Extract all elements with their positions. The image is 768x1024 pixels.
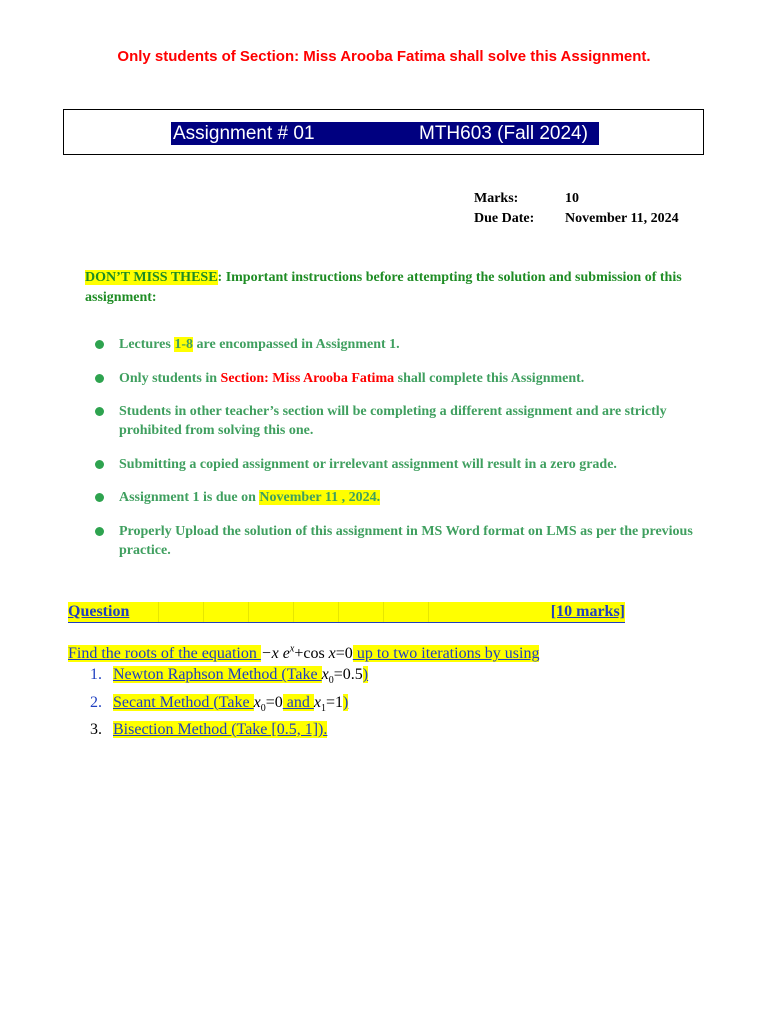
- question-header: [68, 602, 625, 623]
- table-divider: [383, 602, 384, 622]
- list-item: [95, 488, 695, 507]
- table-divider: [203, 602, 204, 622]
- bullet-text: Only students in: [119, 370, 221, 386]
- due-date-row: [474, 209, 679, 229]
- question-marks: [10 marks]: [550, 603, 625, 620]
- method-list: [68, 664, 688, 739]
- list-item: [95, 522, 695, 560]
- due-date-highlight: November 11 , 2024.: [259, 490, 381, 505]
- bullet-text: Submitting a copied assignment or irrelevant assignment will result in a zero grade.: [119, 456, 617, 472]
- initial-guess-x1: $x_1=1$: [313, 693, 343, 714]
- bullet-icon: [95, 527, 104, 536]
- assignment-number: Assignment # 01: [173, 123, 315, 144]
- marks-row: [474, 189, 679, 209]
- method-mid: and: [282, 693, 314, 711]
- course-code: MTH603 (Fall 2024): [419, 123, 588, 144]
- list-item: [95, 335, 695, 354]
- equation: −x $e^x+\cos$ x=0: [260, 644, 353, 663]
- title-box: [63, 109, 704, 155]
- instructions-heading: [85, 268, 695, 308]
- marks-value: 10: [565, 191, 579, 206]
- list-item: [95, 369, 695, 388]
- marks-label: Marks:: [474, 191, 519, 206]
- list-item: [95, 402, 695, 440]
- title-band: [171, 122, 599, 145]
- intro-text: Find the roots of the equation: [68, 645, 261, 663]
- instructions-text: : Important instructions before attempting the solution and submission of this assignment:: [85, 270, 682, 305]
- bullet-text: Students in other teacher’s section will be completing a different assignment and are strictly prohibited from solving this one.: [119, 404, 667, 438]
- due-date-value: November 11, 2024: [565, 211, 679, 226]
- method-tail: ): [343, 693, 349, 711]
- problem-intro: [68, 639, 688, 664]
- bullet-icon: [95, 340, 104, 349]
- method-text: Secant Method (Take: [113, 693, 254, 711]
- question-label: Question: [68, 603, 130, 620]
- instruction-list: [95, 335, 695, 574]
- bullet-text: shall complete this Assignment.: [394, 370, 585, 386]
- assignment-meta: [474, 189, 679, 229]
- intro-tail: up to two iterations by using: [352, 645, 540, 663]
- table-divider: [338, 602, 339, 622]
- initial-guess-x0: $x_0=0$: [253, 693, 283, 714]
- table-divider: [293, 602, 294, 622]
- method-number: 2.: [90, 693, 102, 711]
- bullet-icon: [95, 493, 104, 502]
- bullet-text: Lectures: [119, 337, 175, 352]
- bullet-text: are encompassed in Assignment 1.: [193, 337, 400, 352]
- due-date-label: Due Date:: [474, 211, 535, 226]
- method-text: Newton Raphson Method (Take: [113, 666, 322, 684]
- bullet-text: Assignment 1 is due on: [119, 490, 260, 505]
- dont-miss-highlight: DON’T MISS THESE: [85, 270, 218, 285]
- section-name-red: Section: Miss Arooba Fatima: [220, 370, 395, 386]
- method-text: Bisection Method (Take [0.5, 1]).: [113, 720, 328, 738]
- bullet-icon: [95, 407, 104, 416]
- table-divider: [158, 602, 159, 622]
- table-divider: [428, 602, 429, 622]
- problem-statement: [68, 639, 688, 740]
- method-tail: ): [362, 666, 369, 684]
- method-number: 3.: [90, 720, 102, 738]
- initial-guess: $x_0=0.5$: [321, 666, 363, 687]
- lectures-range-highlight: 1-8: [174, 337, 194, 352]
- table-divider: [248, 602, 249, 622]
- method-number: 1.: [90, 666, 102, 684]
- list-item: [95, 455, 695, 474]
- list-item: [90, 719, 688, 740]
- list-item: [90, 692, 688, 719]
- bullet-icon: [95, 374, 104, 383]
- bullet-icon: [95, 460, 104, 469]
- section-notice: Only students of Section: Miss Arooba Fatima shall solve this Assignment.: [117, 48, 651, 65]
- bullet-text: Properly Upload the solution of this assignment in MS Word format on LMS as per the previous practice.: [119, 523, 693, 558]
- list-item: [90, 664, 688, 691]
